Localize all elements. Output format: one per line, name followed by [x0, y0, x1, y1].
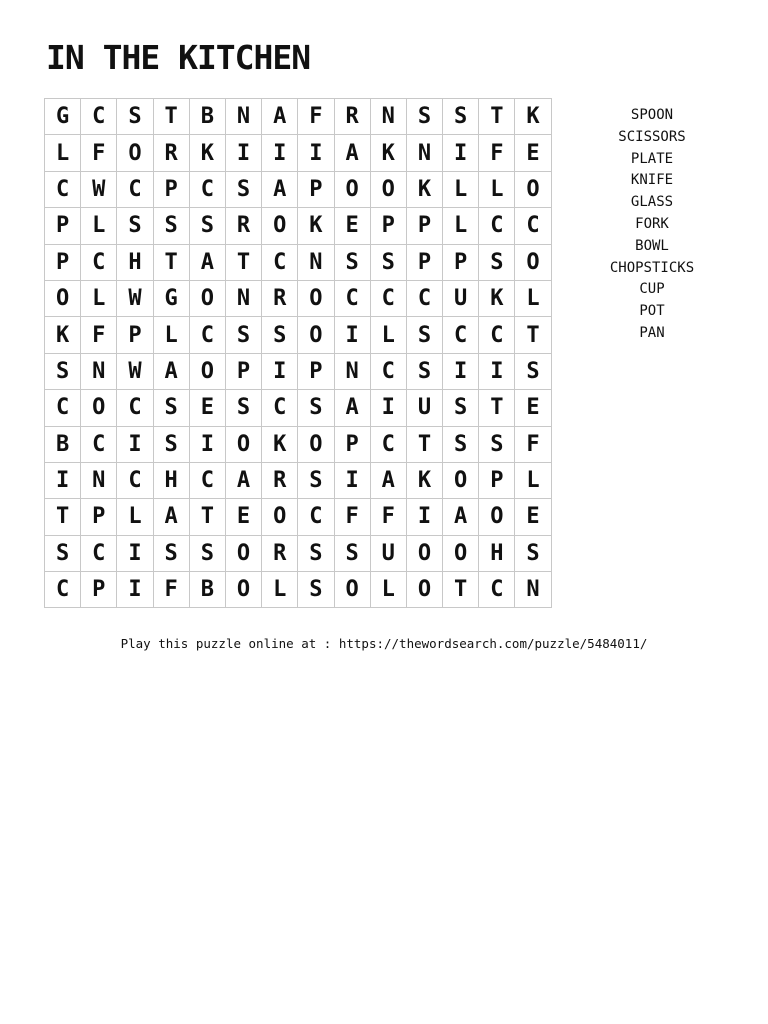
grid-cell[interactable]: C [45, 572, 81, 608]
word-list-item: CUP [639, 281, 665, 298]
grid-cell[interactable]: K [406, 171, 442, 207]
grid-cell[interactable]: L [262, 572, 298, 608]
grid-cell[interactable]: H [479, 535, 515, 571]
grid-cell[interactable]: C [45, 171, 81, 207]
grid-cell[interactable]: C [370, 280, 406, 316]
grid-cell[interactable]: P [406, 244, 442, 280]
grid-cell[interactable]: G [45, 99, 81, 135]
grid-cell[interactable]: O [298, 426, 334, 462]
grid-cell[interactable]: E [515, 135, 551, 171]
grid-cell[interactable]: P [370, 208, 406, 244]
grid-cell[interactable]: N [298, 244, 334, 280]
grid-cell[interactable]: S [189, 535, 225, 571]
grid-cell[interactable]: S [370, 244, 406, 280]
grid-cell[interactable]: W [81, 171, 117, 207]
grid-cell[interactable]: A [334, 390, 370, 426]
grid-cell[interactable]: I [225, 135, 261, 171]
grid-cell[interactable]: L [515, 462, 551, 498]
grid-cell[interactable]: E [515, 390, 551, 426]
grid-cell[interactable]: C [81, 535, 117, 571]
grid-cell[interactable]: I [443, 135, 479, 171]
grid-cell[interactable]: P [298, 171, 334, 207]
grid-cell[interactable]: S [45, 535, 81, 571]
grid-cell[interactable]: S [298, 572, 334, 608]
grid-cell[interactable]: L [370, 317, 406, 353]
grid-cell[interactable]: S [153, 208, 189, 244]
grid-cell[interactable]: K [406, 462, 442, 498]
grid-cell[interactable]: G [153, 280, 189, 316]
word-list-item: POT [639, 303, 665, 320]
grid-cell[interactable]: S [262, 317, 298, 353]
grid-cell[interactable]: O [225, 572, 261, 608]
grid-cell[interactable]: R [262, 535, 298, 571]
grid-cell[interactable]: S [117, 208, 153, 244]
grid-cell[interactable]: O [515, 244, 551, 280]
grid-cell[interactable]: L [81, 280, 117, 316]
grid-cell[interactable]: O [189, 280, 225, 316]
grid-cell[interactable]: C [117, 390, 153, 426]
letter-grid [44, 98, 552, 608]
grid-cell[interactable]: N [370, 99, 406, 135]
grid-cell[interactable]: I [117, 572, 153, 608]
grid-cell[interactable]: O [298, 280, 334, 316]
grid-cell[interactable]: A [153, 499, 189, 535]
grid-cell[interactable]: S [298, 535, 334, 571]
grid-cell[interactable]: R [153, 135, 189, 171]
grid-cell[interactable]: A [334, 135, 370, 171]
grid-cell[interactable]: S [406, 317, 442, 353]
grid-cell[interactable]: W [117, 280, 153, 316]
word-list [600, 105, 704, 345]
grid-cell[interactable]: I [117, 535, 153, 571]
word-list-item: GLASS [630, 194, 674, 211]
grid-cell[interactable]: P [443, 244, 479, 280]
grid-cell[interactable]: A [262, 171, 298, 207]
grid-row [45, 390, 552, 426]
grid-cell[interactable]: S [153, 535, 189, 571]
grid-cell[interactable]: K [515, 99, 551, 135]
grid-cell[interactable]: S [443, 390, 479, 426]
grid-cell[interactable]: O [334, 572, 370, 608]
grid-cell[interactable]: R [262, 462, 298, 498]
grid-cell[interactable]: P [81, 572, 117, 608]
grid-cell[interactable]: L [81, 208, 117, 244]
grid-cell[interactable]: A [189, 244, 225, 280]
grid-cell[interactable]: P [334, 426, 370, 462]
grid-cell[interactable]: E [515, 499, 551, 535]
grid-cell[interactable]: O [117, 135, 153, 171]
grid-cell[interactable]: C [515, 208, 551, 244]
grid-cell[interactable]: C [117, 171, 153, 207]
grid-cell[interactable]: T [225, 244, 261, 280]
grid-cell[interactable]: I [406, 499, 442, 535]
grid-cell[interactable]: T [406, 426, 442, 462]
grid-cell[interactable]: I [262, 353, 298, 389]
grid-cell[interactable]: P [225, 353, 261, 389]
grid-cell[interactable]: C [81, 99, 117, 135]
grid-cell[interactable]: F [298, 99, 334, 135]
grid-cell[interactable]: B [189, 572, 225, 608]
grid-cell[interactable]: T [189, 499, 225, 535]
grid-cell[interactable]: A [370, 462, 406, 498]
grid-cell[interactable]: L [479, 171, 515, 207]
grid-cell[interactable]: S [479, 426, 515, 462]
grid-cell[interactable]: C [262, 244, 298, 280]
grid-cell[interactable]: S [334, 244, 370, 280]
grid-cell[interactable]: F [515, 426, 551, 462]
grid-row [45, 135, 552, 171]
grid-cell[interactable]: E [189, 390, 225, 426]
grid-cell[interactable]: I [370, 390, 406, 426]
grid-cell[interactable]: C [81, 426, 117, 462]
grid-cell[interactable]: O [298, 317, 334, 353]
grid-cell[interactable]: I [334, 317, 370, 353]
grid-cell[interactable]: F [81, 317, 117, 353]
grid-cell[interactable]: C [262, 390, 298, 426]
grid-cell[interactable]: O [515, 171, 551, 207]
grid-row [45, 462, 552, 498]
word-list-item: KNIFE [630, 172, 674, 189]
grid-cell[interactable]: O [189, 353, 225, 389]
grid-cell[interactable]: S [189, 208, 225, 244]
grid-cell[interactable]: P [153, 171, 189, 207]
grid-row [45, 535, 552, 571]
grid-cell[interactable]: L [515, 280, 551, 316]
grid-cell[interactable]: U [406, 390, 442, 426]
grid-cell[interactable]: I [45, 462, 81, 498]
grid-cell[interactable]: C [443, 317, 479, 353]
word-list-item: CHOPSTICKS [609, 259, 695, 276]
grid-cell[interactable]: I [262, 135, 298, 171]
grid-cell[interactable]: C [117, 462, 153, 498]
grid-cell[interactable]: C [45, 390, 81, 426]
grid-cell[interactable]: K [45, 317, 81, 353]
grid-cell[interactable]: S [225, 171, 261, 207]
grid-cell[interactable]: B [45, 426, 81, 462]
grid-cell[interactable]: P [117, 317, 153, 353]
grid-row [45, 99, 552, 135]
grid-row [45, 353, 552, 389]
grid-cell[interactable]: S [45, 353, 81, 389]
grid-cell[interactable]: S [406, 353, 442, 389]
grid-cell[interactable]: H [153, 462, 189, 498]
grid-cell[interactable]: F [153, 572, 189, 608]
grid-cell[interactable]: E [225, 499, 261, 535]
grid-cell[interactable]: T [153, 244, 189, 280]
grid-cell[interactable]: N [225, 280, 261, 316]
grid-cell[interactable]: C [81, 244, 117, 280]
grid-cell[interactable]: N [225, 99, 261, 135]
grid-cell[interactable]: K [298, 208, 334, 244]
grid-row [45, 317, 552, 353]
grid-cell[interactable]: O [262, 499, 298, 535]
grid-cell[interactable]: H [117, 244, 153, 280]
grid-cell[interactable]: K [262, 426, 298, 462]
grid-row [45, 208, 552, 244]
grid-cell[interactable]: O [81, 390, 117, 426]
grid-cell[interactable]: A [225, 462, 261, 498]
grid-cell[interactable]: N [81, 353, 117, 389]
grid-cell[interactable]: O [225, 535, 261, 571]
grid-cell[interactable]: C [189, 462, 225, 498]
grid-cell[interactable]: C [479, 317, 515, 353]
grid-cell[interactable]: N [334, 353, 370, 389]
grid-cell[interactable]: T [479, 99, 515, 135]
footer-link-text: Play this puzzle online at : https://thewordsearch.com/puzzle/5484011/ [120, 636, 648, 651]
grid-cell[interactable]: K [189, 135, 225, 171]
grid-cell[interactable]: O [225, 426, 261, 462]
puzzle-title: IN THE KITCHEN [46, 38, 311, 77]
grid-cell[interactable]: C [189, 317, 225, 353]
grid-cell[interactable]: P [298, 353, 334, 389]
grid-cell[interactable]: S [479, 244, 515, 280]
grid-cell[interactable]: A [262, 99, 298, 135]
grid-cell[interactable]: O [370, 171, 406, 207]
grid-cell[interactable]: B [189, 99, 225, 135]
grid-cell[interactable]: L [443, 171, 479, 207]
word-list-item: SCISSORS [618, 128, 686, 145]
grid-cell[interactable]: P [81, 499, 117, 535]
grid-cell[interactable]: T [153, 99, 189, 135]
grid-cell[interactable]: C [370, 426, 406, 462]
grid-cell[interactable]: I [479, 353, 515, 389]
grid-cell[interactable]: C [189, 171, 225, 207]
grid-cell[interactable]: I [189, 426, 225, 462]
grid-cell[interactable]: O [406, 572, 442, 608]
grid-cell[interactable]: S [443, 99, 479, 135]
grid-cell[interactable]: O [406, 535, 442, 571]
grid-cell[interactable]: R [225, 208, 261, 244]
grid-cell[interactable]: S [225, 317, 261, 353]
word-list-item: PLATE [630, 150, 674, 167]
grid-cell[interactable]: O [262, 208, 298, 244]
grid-cell[interactable]: T [45, 499, 81, 535]
grid-cell[interactable]: P [45, 208, 81, 244]
grid-cell[interactable]: N [515, 572, 551, 608]
word-list-item: PAN [639, 324, 665, 341]
grid-cell[interactable]: F [479, 135, 515, 171]
grid-cell[interactable]: R [334, 99, 370, 135]
grid-cell[interactable]: P [406, 208, 442, 244]
grid-cell[interactable]: C [479, 572, 515, 608]
grid-cell[interactable]: N [406, 135, 442, 171]
grid-row [45, 572, 552, 608]
grid-cell[interactable]: S [298, 390, 334, 426]
word-list-item: FORK [635, 215, 669, 232]
grid-cell[interactable]: I [334, 462, 370, 498]
grid-cell[interactable]: S [406, 99, 442, 135]
grid-cell[interactable]: F [370, 499, 406, 535]
grid-cell[interactable]: L [443, 208, 479, 244]
word-list-item: SPOON [630, 107, 674, 123]
grid-cell[interactable]: N [81, 462, 117, 498]
grid-cell[interactable]: T [479, 390, 515, 426]
grid-cell[interactable]: W [117, 353, 153, 389]
grid-cell[interactable]: F [81, 135, 117, 171]
grid-cell[interactable]: P [479, 462, 515, 498]
grid-cell[interactable]: O [443, 535, 479, 571]
grid-cell[interactable]: O [479, 499, 515, 535]
grid-cell[interactable]: L [370, 572, 406, 608]
grid-cell[interactable]: K [479, 280, 515, 316]
grid-cell[interactable]: S [515, 535, 551, 571]
grid-row [45, 426, 552, 462]
grid-cell[interactable]: S [443, 426, 479, 462]
grid-cell[interactable]: C [298, 499, 334, 535]
grid-cell[interactable]: A [443, 499, 479, 535]
grid-cell[interactable]: T [515, 317, 551, 353]
grid-cell[interactable]: I [443, 353, 479, 389]
grid-cell[interactable]: T [443, 572, 479, 608]
grid-cell[interactable]: O [45, 280, 81, 316]
grid-cell[interactable]: I [117, 426, 153, 462]
grid-cell[interactable]: U [370, 535, 406, 571]
grid-cell[interactable]: S [117, 99, 153, 135]
grid-cell[interactable]: O [443, 462, 479, 498]
grid-cell[interactable]: L [117, 499, 153, 535]
grid-cell[interactable]: C [334, 280, 370, 316]
grid-cell[interactable]: A [153, 353, 189, 389]
grid-cell[interactable]: O [334, 171, 370, 207]
grid-cell[interactable]: E [334, 208, 370, 244]
grid-cell[interactable]: F [334, 499, 370, 535]
grid-cell[interactable]: C [370, 353, 406, 389]
grid-cell[interactable]: S [225, 390, 261, 426]
grid-cell[interactable]: U [443, 280, 479, 316]
grid-row [45, 244, 552, 280]
grid-cell[interactable]: L [45, 135, 81, 171]
grid-row [45, 499, 552, 535]
grid-cell[interactable]: P [45, 244, 81, 280]
grid-cell[interactable]: S [153, 426, 189, 462]
word-list-item: BOWL [635, 237, 669, 254]
grid-cell[interactable]: K [370, 135, 406, 171]
grid-cell[interactable]: R [262, 280, 298, 316]
grid-cell[interactable]: S [334, 535, 370, 571]
grid-row [45, 280, 552, 316]
grid-row [45, 171, 552, 207]
grid-cell[interactable]: S [515, 353, 551, 389]
grid-cell[interactable]: C [479, 208, 515, 244]
grid-cell[interactable]: C [406, 280, 442, 316]
grid-cell[interactable]: I [298, 135, 334, 171]
grid-cell[interactable]: S [298, 462, 334, 498]
grid-cell[interactable]: S [153, 390, 189, 426]
grid-cell[interactable]: L [153, 317, 189, 353]
